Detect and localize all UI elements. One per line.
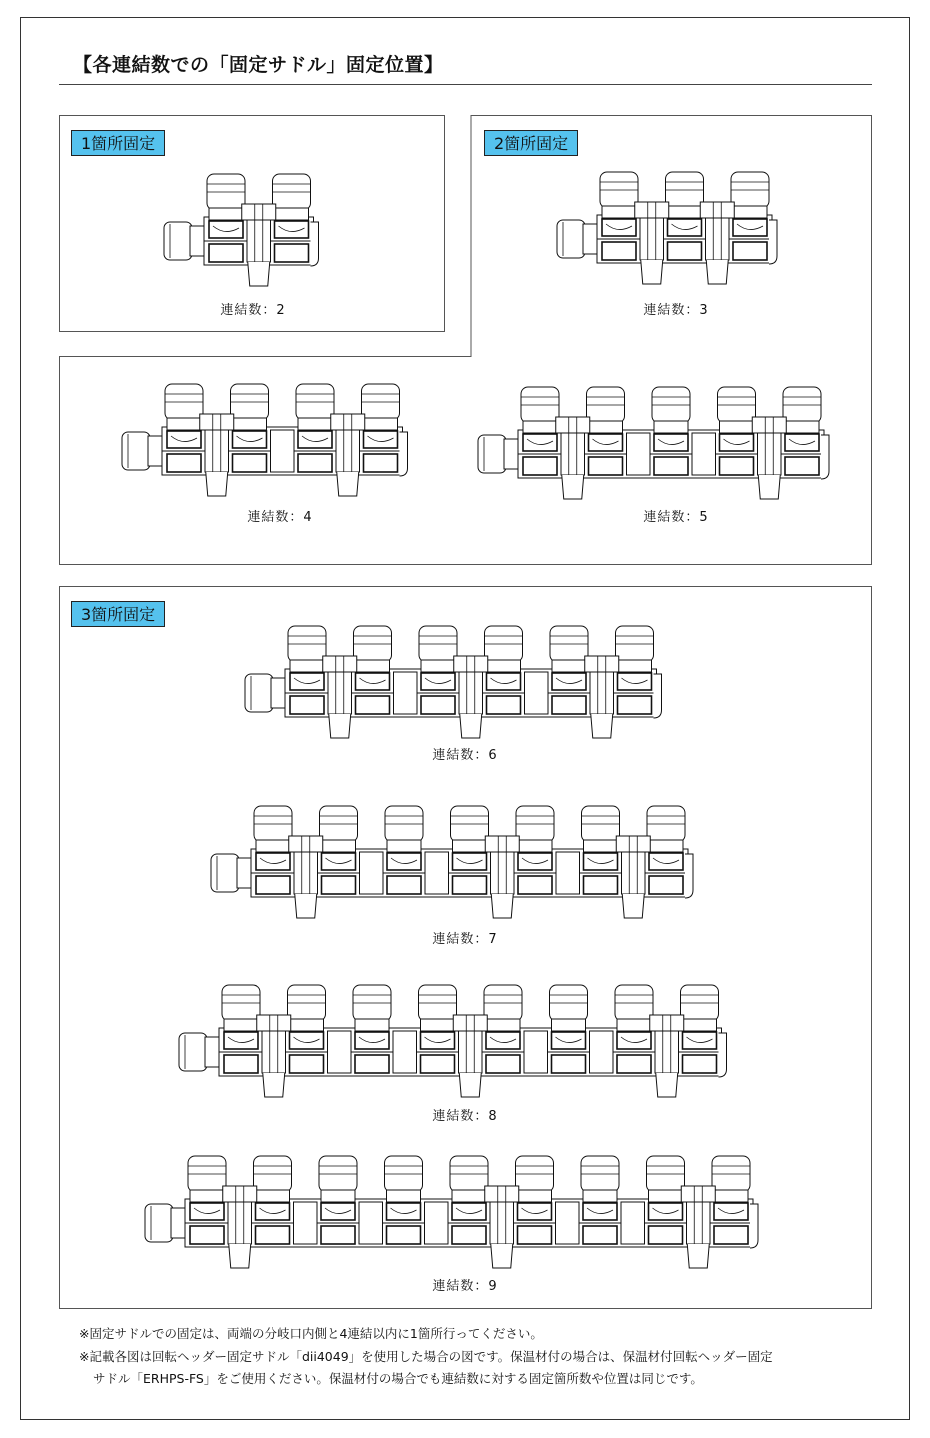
joint-sleeve [692, 433, 716, 475]
port-window-upper [518, 853, 552, 870]
port-window-upper [714, 1203, 748, 1220]
saddle-clamp-top [200, 414, 234, 430]
badge-two-point: 2箇所固定 [484, 130, 578, 156]
port-window-lower [298, 454, 332, 472]
caption-connections-6: 連結数：6 [432, 748, 498, 763]
branch-neck [649, 840, 683, 852]
saddle-foot [591, 714, 613, 738]
inlet-connector [245, 674, 273, 712]
inlet-connector [179, 1033, 207, 1071]
port-window-upper [720, 434, 754, 451]
joint-sleeve [491, 852, 515, 894]
saddle-clamp-top [257, 1015, 291, 1031]
note-line-3: サドル「ERHPS-FS」をご使用ください。保温材付の場合でも連結数に対する固定箇所数や位置は同じです。 [93, 1371, 703, 1386]
port-window-lower [589, 457, 623, 475]
port-window-upper [583, 1203, 617, 1220]
port-window-upper [589, 434, 623, 451]
manifold-diagram-4 [118, 380, 418, 500]
port-window-lower [518, 876, 552, 894]
joint-sleeve [205, 430, 229, 472]
port-window-upper [355, 1032, 389, 1049]
branch-neck [290, 660, 324, 672]
joint-sleeve [394, 672, 418, 714]
branch-neck [618, 660, 652, 672]
port-window-upper [552, 673, 586, 690]
caption-connections-7: 連結数：7 [432, 932, 498, 947]
port-window-lower [290, 1055, 324, 1073]
saddle-clamp-top [485, 1186, 519, 1202]
saddle-clamp-top [635, 202, 669, 218]
inlet-connector [164, 222, 192, 260]
saddle-foot [295, 894, 317, 918]
port-window-upper [387, 853, 421, 870]
joint-sleeve [328, 672, 352, 714]
port-window-upper [233, 431, 267, 448]
joint-sleeve [359, 1202, 383, 1244]
joint-sleeve [524, 1031, 548, 1073]
branch-neck [256, 840, 290, 852]
saddle-foot [329, 714, 351, 738]
port-window-lower [453, 876, 487, 894]
port-window-upper [421, 1032, 455, 1049]
joint-sleeve [640, 218, 664, 260]
end-elbow [685, 854, 693, 898]
branch-neck [552, 660, 586, 672]
port-window-lower [668, 242, 702, 260]
port-window-lower [523, 457, 557, 475]
branch-neck [290, 1019, 324, 1031]
port-window-upper [167, 431, 201, 448]
note-line-1: ※固定サドルでの固定は、両端の分岐口内側と4連結以内に1箇所行ってください。 [79, 1326, 543, 1341]
saddle-foot [491, 1244, 513, 1268]
port-window-lower [355, 1055, 389, 1073]
joint-sleeve [425, 1202, 449, 1244]
port-window-upper [452, 1203, 486, 1220]
saddle-clamp-top [700, 202, 734, 218]
port-window-upper [290, 673, 324, 690]
port-window-lower [290, 696, 324, 714]
manifold-group [145, 1156, 758, 1268]
joint-sleeve [706, 218, 730, 260]
manifold-group [478, 387, 829, 499]
saddle-foot [263, 1073, 285, 1097]
branch-neck [523, 421, 557, 433]
branch-neck [617, 1019, 651, 1031]
port-window-lower [654, 457, 688, 475]
branch-neck [321, 1190, 355, 1202]
port-window-lower [720, 457, 754, 475]
port-window-lower [518, 1226, 552, 1244]
port-window-upper [387, 1203, 421, 1220]
end-elbow [750, 1204, 758, 1248]
port-window-upper [785, 434, 819, 451]
manifold-group [122, 384, 408, 496]
saddle-foot [687, 1244, 709, 1268]
port-window-upper [256, 1203, 290, 1220]
port-window-lower [486, 1055, 520, 1073]
manifold-diagram-8 [175, 981, 725, 1101]
manifold-group [179, 985, 727, 1097]
manifold-diagram-6 [241, 622, 661, 742]
port-window-upper [523, 434, 557, 451]
saddle-clamp-top [556, 417, 590, 433]
port-window-lower [356, 696, 390, 714]
caption-connections-4: 連結数：4 [247, 510, 313, 525]
branch-neck [256, 1190, 290, 1202]
end-elbow [311, 222, 319, 266]
saddle-foot [248, 262, 270, 286]
inlet-connector [211, 854, 239, 892]
branch-neck [356, 660, 390, 672]
joint-sleeve [271, 430, 295, 472]
port-window-lower [233, 454, 267, 472]
branch-neck [421, 1019, 455, 1031]
branch-neck [364, 418, 398, 430]
branch-neck [589, 421, 623, 433]
caption-connections-3: 連結数：3 [643, 303, 709, 318]
manifold-group [164, 174, 319, 286]
branch-neck [167, 418, 201, 430]
joint-sleeve [459, 672, 483, 714]
port-window-upper [649, 853, 683, 870]
joint-sleeve [459, 1031, 483, 1073]
saddle-foot [758, 475, 780, 499]
saddle-foot [622, 894, 644, 918]
port-window-upper [275, 221, 309, 238]
port-window-upper [618, 673, 652, 690]
inlet-connector [478, 435, 506, 473]
page-title: 【各連結数での「固定サドル」固定位置】 [73, 54, 444, 76]
caption-connections-5: 連結数：5 [643, 510, 709, 525]
branch-neck [654, 421, 688, 433]
port-window-upper [733, 219, 767, 236]
port-window-upper [584, 853, 618, 870]
saddle-clamp-top [650, 1015, 684, 1031]
port-window-lower [387, 1226, 421, 1244]
end-elbow [769, 220, 777, 264]
port-window-upper [290, 1032, 324, 1049]
inlet-connector [122, 432, 150, 470]
joint-sleeve [336, 430, 360, 472]
branch-neck [487, 660, 521, 672]
joint-sleeve [627, 433, 651, 475]
port-window-upper [356, 673, 390, 690]
port-window-upper [486, 1032, 520, 1049]
manifold-diagram-3 [553, 168, 793, 288]
port-window-upper [209, 221, 243, 238]
port-window-upper [668, 219, 702, 236]
saddle-foot [206, 472, 228, 496]
branch-neck [720, 421, 754, 433]
joint-sleeve [360, 852, 384, 894]
port-window-lower [364, 454, 398, 472]
port-window-upper [256, 853, 290, 870]
note-line-2: ※記載各図は回転ヘッダー固定サドル「dii4049」を使用した場合の図です。保温材付の場合は、保温材付回転ヘッダー固定 [79, 1349, 773, 1364]
end-elbow [400, 432, 408, 476]
badge-three-point: 3箇所固定 [71, 601, 165, 627]
branch-neck [453, 840, 487, 852]
branch-neck [355, 1019, 389, 1031]
manifold-diagram-9 [141, 1152, 761, 1272]
branch-neck [322, 840, 356, 852]
branch-neck [785, 421, 819, 433]
joint-sleeve [621, 1202, 645, 1244]
port-window-upper [487, 673, 521, 690]
port-window-upper [602, 219, 636, 236]
joint-sleeve [328, 1031, 352, 1073]
port-window-upper [321, 1203, 355, 1220]
saddle-foot [656, 1073, 678, 1097]
port-window-lower [190, 1226, 224, 1244]
port-window-upper [518, 1203, 552, 1220]
joint-sleeve [556, 1202, 580, 1244]
saddle-clamp-top [454, 656, 488, 672]
manifold-diagram-5 [474, 383, 834, 503]
port-window-lower [275, 244, 309, 262]
port-window-lower [584, 876, 618, 894]
end-elbow [821, 435, 829, 479]
manifold-group [557, 172, 777, 284]
port-window-lower [209, 244, 243, 262]
port-window-lower [583, 1226, 617, 1244]
port-window-lower [552, 1055, 586, 1073]
saddle-clamp-top [323, 656, 357, 672]
branch-neck [387, 1190, 421, 1202]
end-elbow [719, 1033, 727, 1077]
joint-sleeve [490, 1202, 514, 1244]
branch-neck [668, 206, 702, 218]
port-window-lower [322, 876, 356, 894]
saddle-clamp-top [485, 836, 519, 852]
caption-connections-9: 連結数：9 [432, 1279, 498, 1294]
saddle-foot [491, 894, 513, 918]
joint-sleeve [294, 1202, 318, 1244]
port-window-lower [552, 696, 586, 714]
saddle-foot [562, 475, 584, 499]
joint-sleeve [655, 1031, 679, 1073]
branch-neck [209, 208, 243, 220]
manifold-group [211, 806, 693, 918]
port-window-lower [321, 1226, 355, 1244]
branch-neck [714, 1190, 748, 1202]
port-window-lower [487, 696, 521, 714]
joint-sleeve [247, 220, 271, 262]
branch-neck [649, 1190, 683, 1202]
port-window-upper [453, 853, 487, 870]
branch-neck [298, 418, 332, 430]
caption-connections-8: 連結数：8 [432, 1109, 498, 1124]
port-window-lower [256, 876, 290, 894]
joint-sleeve [525, 672, 549, 714]
port-window-lower [421, 696, 455, 714]
branch-neck [421, 660, 455, 672]
branch-neck [552, 1019, 586, 1031]
saddle-clamp-top [585, 656, 619, 672]
port-window-lower [649, 1226, 683, 1244]
branch-neck [452, 1190, 486, 1202]
port-window-lower [256, 1226, 290, 1244]
joint-sleeve [590, 1031, 614, 1073]
port-window-lower [167, 454, 201, 472]
branch-neck [602, 206, 636, 218]
joint-sleeve [425, 852, 449, 894]
port-window-upper [683, 1032, 717, 1049]
saddle-clamp-top [616, 836, 650, 852]
branch-neck [683, 1019, 717, 1031]
branch-neck [584, 840, 618, 852]
saddle-foot [459, 1073, 481, 1097]
saddle-clamp-top [223, 1186, 257, 1202]
caption-connections-2: 連結数：2 [220, 303, 286, 318]
saddle-foot [706, 260, 728, 284]
inlet-connector [145, 1204, 173, 1242]
port-window-upper [190, 1203, 224, 1220]
saddle-clamp-top [289, 836, 323, 852]
saddle-foot [229, 1244, 251, 1268]
branch-neck [233, 418, 267, 430]
branch-neck [275, 208, 309, 220]
saddle-clamp-top [453, 1015, 487, 1031]
joint-sleeve [561, 433, 585, 475]
port-window-upper [322, 853, 356, 870]
inlet-connector [557, 220, 585, 258]
port-window-upper [364, 431, 398, 448]
port-window-lower [387, 876, 421, 894]
joint-sleeve [687, 1202, 711, 1244]
branch-neck [190, 1190, 224, 1202]
branch-neck [518, 840, 552, 852]
joint-sleeve [622, 852, 646, 894]
branch-neck [733, 206, 767, 218]
manifold-diagram-7 [207, 802, 697, 922]
port-window-lower [224, 1055, 258, 1073]
saddle-foot [641, 260, 663, 284]
joint-sleeve [556, 852, 580, 894]
saddle-foot [460, 714, 482, 738]
saddle-clamp-top [242, 204, 276, 220]
branch-neck [486, 1019, 520, 1031]
joint-sleeve [294, 852, 318, 894]
port-window-lower [733, 242, 767, 260]
port-window-upper [224, 1032, 258, 1049]
port-window-lower [452, 1226, 486, 1244]
saddle-clamp-top [331, 414, 365, 430]
saddle-clamp-top [681, 1186, 715, 1202]
port-window-upper [552, 1032, 586, 1049]
port-window-upper [649, 1203, 683, 1220]
saddle-foot [337, 472, 359, 496]
port-window-upper [421, 673, 455, 690]
port-window-lower [618, 696, 652, 714]
port-window-lower [617, 1055, 651, 1073]
port-window-lower [602, 242, 636, 260]
port-window-upper [617, 1032, 651, 1049]
joint-sleeve [262, 1031, 286, 1073]
branch-neck [387, 840, 421, 852]
manifold-diagram-2 [160, 170, 330, 290]
joint-sleeve [228, 1202, 252, 1244]
branch-neck [518, 1190, 552, 1202]
port-window-lower [683, 1055, 717, 1073]
branch-neck [224, 1019, 258, 1031]
branch-neck [583, 1190, 617, 1202]
badge-one-point: 1箇所固定 [71, 130, 165, 156]
port-window-lower [649, 876, 683, 894]
port-window-upper [298, 431, 332, 448]
joint-sleeve [758, 433, 782, 475]
port-window-lower [785, 457, 819, 475]
port-window-lower [714, 1226, 748, 1244]
manifold-group [245, 626, 662, 738]
end-elbow [654, 674, 662, 718]
port-window-upper [654, 434, 688, 451]
joint-sleeve [393, 1031, 417, 1073]
port-window-lower [421, 1055, 455, 1073]
saddle-clamp-top [752, 417, 786, 433]
joint-sleeve [590, 672, 614, 714]
